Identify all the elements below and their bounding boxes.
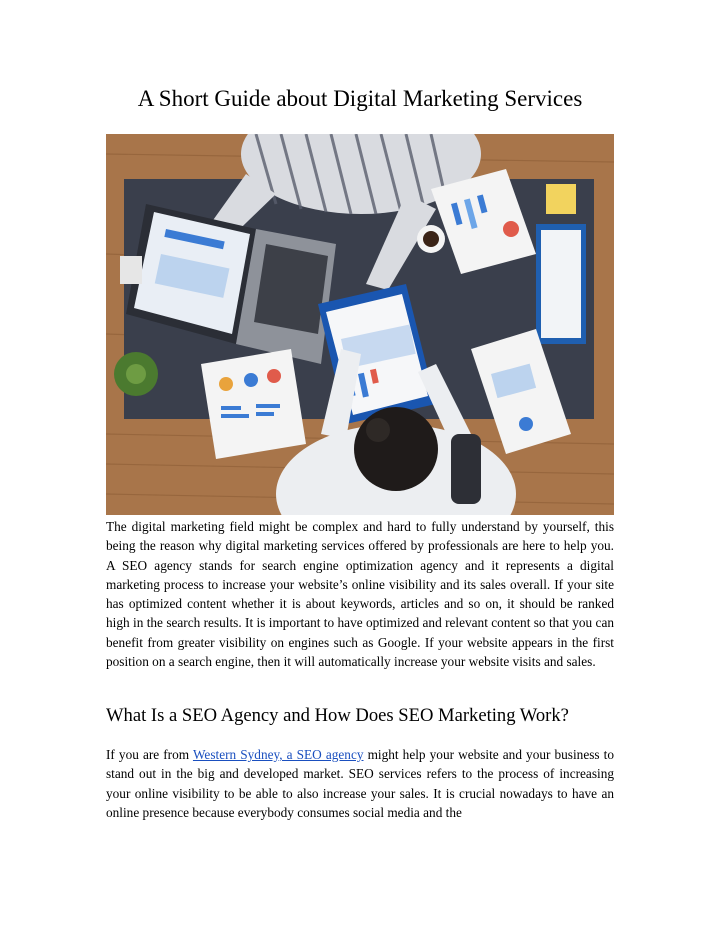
office-desk-photo [106,134,614,515]
seo-paragraph-lead: If you are from [106,747,193,762]
seo-paragraph [106,745,614,822]
intro-paragraph: The digital marketing field might be complex and hard to fully understand by yourself, this being the reason why digital marketing services offered by professionals are here to help you. A SEO agency stands for search engine optimization agency and it represents a digital marketing process to increase your website’s online visibility and its sales overall. If your site has optimized content whether it is about keywords, articles and so on, it should be ranked high in the search results. It is important to have optimized and relevant content so that you can benefit from greater visibility on engines such as Google. If your website appears in the first position on a search engine, then it will automatically increase your website visits and sales. [106,519,614,670]
western-sydney-seo-agency-link[interactable]: Western Sydney, a SEO agency [192,747,364,762]
section-heading: What Is a SEO Agency and How Does SEO Marketing Work? [106,705,569,726]
page-title: A Short Guide about Digital Marketing Services [137,86,583,111]
seo-paragraph-rest: might help your website and your business to stand out in the big and developed market. SEO services refers to the process of increasing your online visibility to be able to also increase your sales. It is crucial nowadays to have an online presence because everybody consumes social media and the [106,747,614,820]
